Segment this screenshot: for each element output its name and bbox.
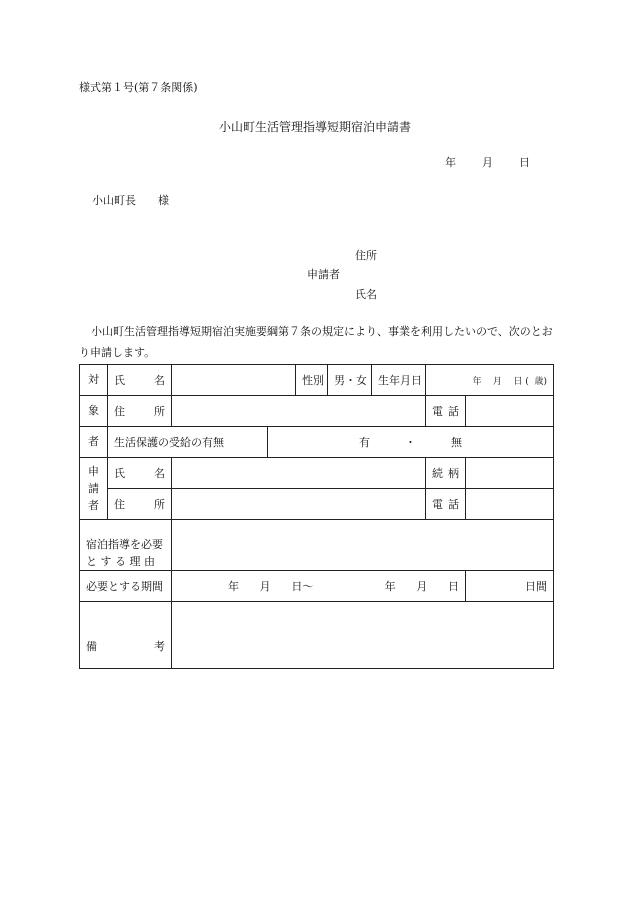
- period-field[interactable]: 年 月 日～ 年 月 日: [172, 571, 466, 602]
- applicant-phone-field[interactable]: [466, 489, 554, 520]
- table-row: [80, 365, 554, 396]
- subject-address-label: 住 所: [108, 396, 172, 427]
- subject-group-char: 対: [80, 365, 108, 396]
- applicant-address-field[interactable]: [172, 489, 426, 520]
- subject-address-field[interactable]: [172, 396, 426, 427]
- addressee: 小山町長 様: [92, 194, 169, 207]
- application-table: [79, 364, 554, 669]
- reason-label: 宿泊指導を必要 と す る 理 由: [80, 520, 172, 571]
- welfare-label: 生活保護の受給の有無: [108, 427, 268, 458]
- birthdate-field[interactable]: 年 月 日 ( 歳): [426, 365, 554, 396]
- subject-name-label: 氏 名: [108, 365, 172, 396]
- table-row: [80, 396, 554, 427]
- relation-label: 続 柄: [426, 458, 466, 489]
- welfare-options[interactable]: 有 ・ 無: [268, 427, 554, 458]
- applicant-name-label: 氏 名: [108, 458, 172, 489]
- period-days-field[interactable]: 日間: [466, 571, 554, 602]
- applicant-name-label: 氏名: [355, 288, 377, 301]
- date-year: 年: [445, 156, 456, 169]
- date-header: [445, 156, 530, 170]
- subject-name-field[interactable]: [172, 365, 296, 396]
- relation-field[interactable]: [466, 458, 554, 489]
- period-label: 必要とする期間: [80, 571, 172, 602]
- date-day: 日: [519, 156, 530, 169]
- sex-label: 性別: [296, 365, 328, 396]
- date-month: 月: [482, 156, 493, 169]
- table-row: [80, 520, 554, 571]
- page-title: 小山町生活管理指導短期宿泊申請書: [218, 120, 411, 134]
- table-row: [80, 489, 554, 520]
- applicant-label: 申請者: [307, 268, 340, 281]
- body-text: 小山町生活管理指導短期宿泊実施要綱第７条の規定により、事業を利用したいので、次のとおり申請します。: [79, 325, 553, 359]
- subject-group-char: 者: [80, 427, 108, 458]
- reason-field[interactable]: [172, 520, 554, 571]
- applicant-phone-label: 電 話: [426, 489, 466, 520]
- form-number: 様式第１号(第７条関係): [79, 81, 198, 94]
- birthdate-label: 生年月日: [372, 365, 426, 396]
- applicant-name-field[interactable]: [172, 458, 426, 489]
- sex-options[interactable]: 男・女: [328, 365, 372, 396]
- table-row: [80, 427, 554, 458]
- table-row: [80, 458, 554, 489]
- remarks-field[interactable]: [172, 602, 554, 669]
- applicant-address-label: 住所: [355, 249, 377, 262]
- subject-phone-field[interactable]: [466, 396, 554, 427]
- table-row: [80, 571, 554, 602]
- applicant-address-label: 住 所: [108, 489, 172, 520]
- subject-phone-label: 電 話: [426, 396, 466, 427]
- remarks-label: 備 考: [80, 602, 172, 669]
- applicant-group-label: 申 請 者: [80, 458, 108, 520]
- table-row: [80, 602, 554, 669]
- subject-group-char: 象: [80, 396, 108, 427]
